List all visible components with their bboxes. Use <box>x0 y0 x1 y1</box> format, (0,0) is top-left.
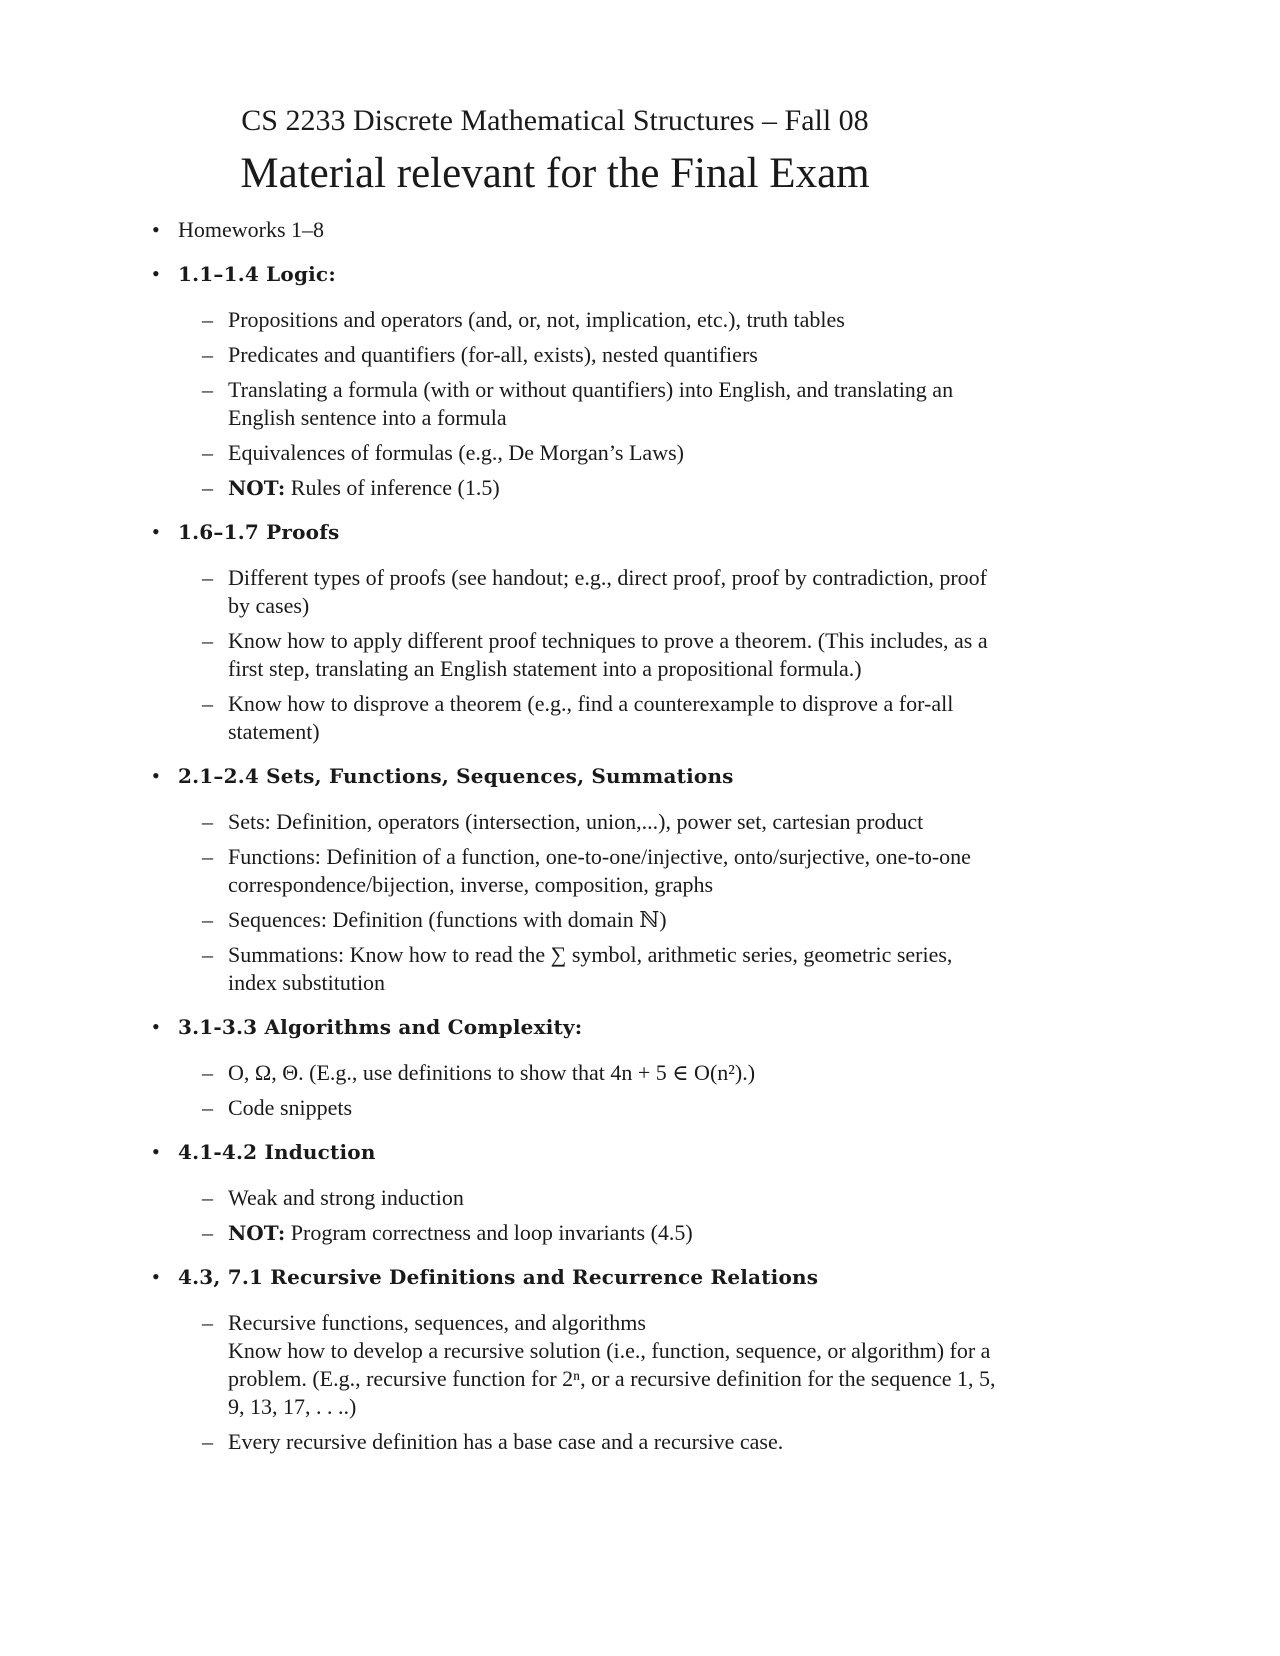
subtopic-list <box>178 1059 1002 1122</box>
dash-icon: – <box>202 1220 213 1245</box>
not-label: NOT: <box>228 1221 286 1245</box>
subtopic-text: Recursive functions, sequences, and algorithms <box>228 1310 646 1335</box>
dash-icon: – <box>202 1310 213 1335</box>
subtopic-text: Program correctness and loop invariants (4.5) <box>285 1220 693 1245</box>
subtopic-item <box>178 1184 1002 1212</box>
dash-icon: – <box>202 440 213 465</box>
subtopic-text: Sequences: Definition (functions with domain ℕ) <box>228 907 667 932</box>
subtopic-list <box>178 1184 1002 1247</box>
subtopic-item <box>178 1309 1002 1421</box>
subtopic-item <box>178 1059 1002 1087</box>
subtopic-text: Know how to apply different proof techniques to prove a theorem. (This includes, as a first step, translating an English statement into a propositional formula.) <box>228 628 988 681</box>
subtopic-text: Translating a formula (with or without quantifiers) into English, and translating an English sentence into a formula <box>228 377 954 430</box>
dash-icon: – <box>202 691 213 716</box>
dash-icon: – <box>202 342 213 367</box>
bullet-icon: • <box>152 763 160 788</box>
dash-icon: – <box>202 475 213 500</box>
dash-icon: – <box>202 628 213 653</box>
dash-icon: – <box>202 1429 213 1454</box>
subtopic-item <box>178 843 1002 899</box>
section-heading: 1.1–1.4 Logic: <box>178 262 336 286</box>
subtopic-text: Different types of proofs (see handout; e.g., direct proof, proof by contradiction, proof by cases) <box>228 565 987 618</box>
section-heading: 2.1–2.4 Sets, Functions, Sequences, Summations <box>178 764 734 788</box>
subtopic-item <box>178 941 1002 997</box>
subtopic-text: Propositions and operators (and, or, not, implication, etc.), truth tables <box>228 307 845 332</box>
subtopic-text: Weak and strong induction <box>228 1185 464 1210</box>
section-heading: Homeworks 1–8 <box>178 217 325 242</box>
topic-section <box>152 260 1002 502</box>
section-heading: 4.1-4.2 Induction <box>178 1140 376 1164</box>
bullet-icon: • <box>152 519 160 544</box>
bullet-icon: • <box>152 1264 160 1289</box>
topic-section <box>152 762 1002 997</box>
section-heading: 3.1-3.3 Algorithms and Complexity: <box>178 1015 583 1039</box>
bullet-icon: • <box>152 1139 160 1164</box>
dash-icon: – <box>202 1095 213 1120</box>
subtopic-list <box>178 564 1002 746</box>
topic-section <box>152 1263 1002 1456</box>
subtopic-item <box>178 306 1002 334</box>
subtopic-list <box>178 808 1002 997</box>
course-title: CS 2233 Discrete Mathematical Structures – Fall 08 <box>241 104 869 137</box>
dash-icon: – <box>202 377 213 402</box>
dash-icon: – <box>202 1185 213 1210</box>
subtopic-item <box>178 474 1002 502</box>
subtopic-text: Equivalences of formulas (e.g., De Morgan’s Laws) <box>228 440 684 465</box>
subtopic-continuation: Know how to develop a recursive solution (i.e., function, sequence, or algorithm) for a problem. (E.g., recursive function for 2ⁿ, or a recursive definition for the sequence 1, 5, 9, 13, 17, . . ..) <box>228 1338 996 1419</box>
subtopic-text: Predicates and quantifiers (for-all, exists), nested quantifiers <box>228 342 758 367</box>
dash-icon: – <box>202 942 213 967</box>
subtopic-item <box>178 906 1002 934</box>
subtopic-list <box>178 306 1002 502</box>
subtopic-text: Code snippets <box>228 1095 353 1120</box>
topic-section <box>152 1013 1002 1122</box>
dash-icon: – <box>202 307 213 332</box>
subtopic-text: Every recursive definition has a base case and a recursive case. <box>228 1429 784 1454</box>
not-label: NOT: <box>228 476 286 500</box>
subtopic-item <box>178 1094 1002 1122</box>
section-heading: 1.6–1.7 Proofs <box>178 520 340 544</box>
dash-icon: – <box>202 1060 213 1085</box>
dash-icon: – <box>202 844 213 869</box>
topic-section <box>152 518 1002 746</box>
subtopic-item <box>178 564 1002 620</box>
subtopic-item <box>178 808 1002 836</box>
subtopic-item <box>178 627 1002 683</box>
subtopic-item <box>178 1428 1002 1456</box>
subtopic-item <box>178 439 1002 467</box>
subtopic-text: O, Ω, Θ. (E.g., use definitions to show that 4n + 5 ∈ O(n²).) <box>228 1060 756 1085</box>
bullet-icon: • <box>152 1014 160 1039</box>
topic-list-container <box>152 216 1002 1472</box>
section-heading: 4.3, 7.1 Recursive Definitions and Recurrence Relations <box>178 1265 819 1289</box>
bullet-icon: • <box>152 217 160 242</box>
subtopic-text: Summations: Know how to read the ∑ symbol, arithmetic series, geometric series, index substitution <box>228 942 953 995</box>
bullet-icon: • <box>152 261 160 286</box>
subtopic-text: Know how to disprove a theorem (e.g., find a counterexample to disprove a for-all statement) <box>228 691 954 744</box>
dash-icon: – <box>202 565 213 590</box>
subtopic-text: Rules of inference (1.5) <box>285 475 500 500</box>
dash-icon: – <box>202 907 213 932</box>
subtopic-text: Functions: Definition of a function, one-to-one/injective, onto/surjective, one-to-one correspondence/bijection, inverse, composition, graphs <box>228 844 971 897</box>
dash-icon: – <box>202 809 213 834</box>
subtopic-list <box>178 1309 1002 1456</box>
document-title: Material relevant for the Final Exam <box>240 150 870 197</box>
topic-list <box>152 216 1002 1456</box>
topic-section <box>152 1138 1002 1247</box>
subtopic-item <box>178 1219 1002 1247</box>
subtopic-item <box>178 690 1002 746</box>
subtopic-item <box>178 376 1002 432</box>
topic-section <box>152 216 1002 244</box>
subtopic-item <box>178 341 1002 369</box>
subtopic-text: Sets: Definition, operators (intersection, union,...), power set, cartesian product <box>228 809 924 834</box>
